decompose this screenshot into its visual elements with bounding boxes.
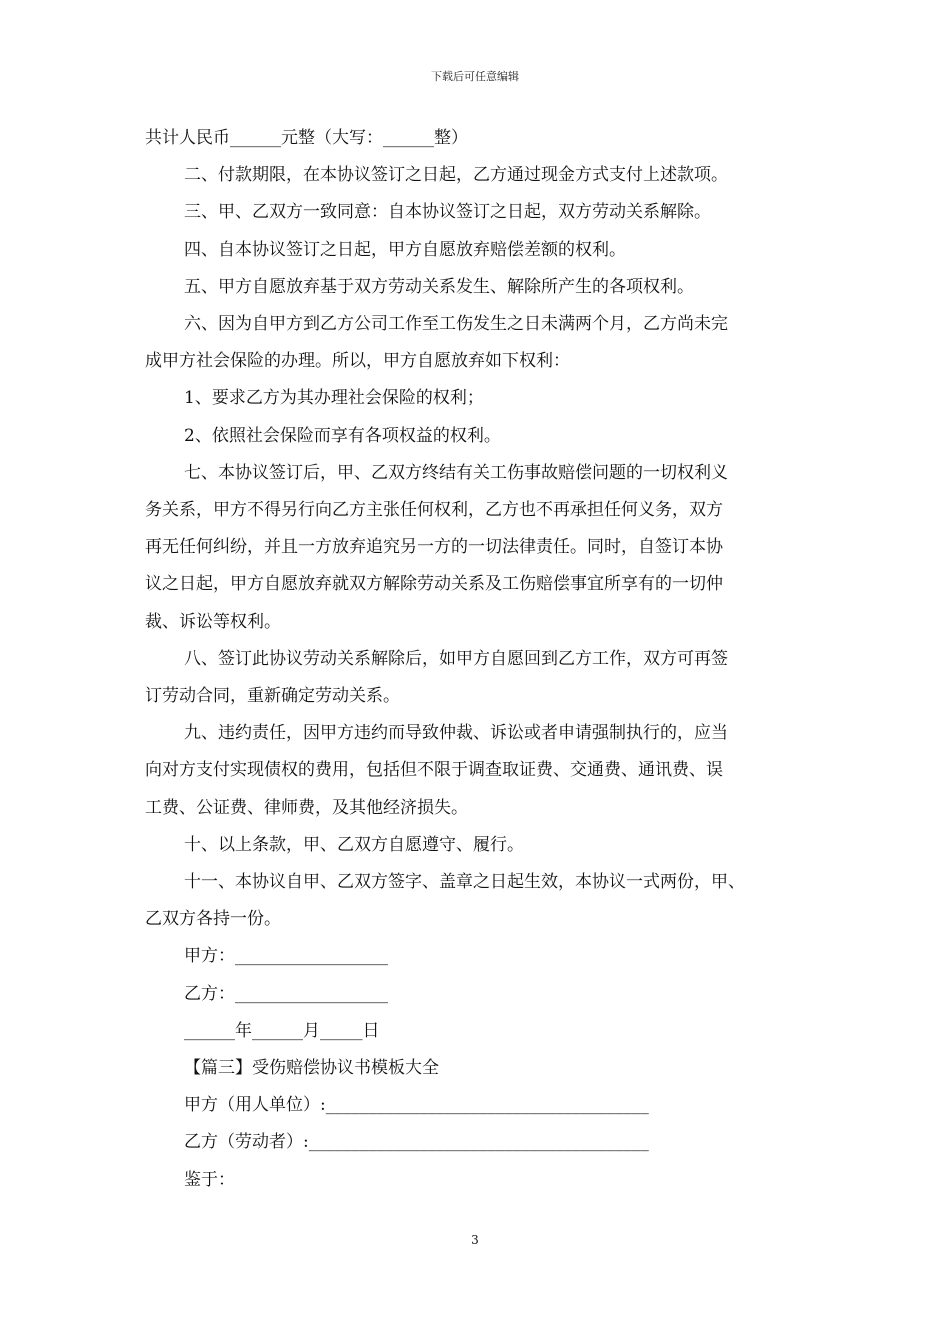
clause-6-line-1: 六、因为自甲方到乙方公司工作至工伤发生之日未满两个月，乙方尚未完 [184,314,728,335]
clause-4: 四、自本协议签订之日起，甲方自愿放弃赔偿差额的权利。 [184,239,626,260]
clause-7-line-4: 议之日起，甲方自愿放弃就双方解除劳动关系及工伤赔偿事宜所享有的一切仲 [145,574,723,595]
page-number: 3 [471,1233,479,1247]
employee-field: 乙方（劳动者）:________________________________________ [184,1132,649,1153]
clause-7-line-1: 七、本协议签订后，甲、乙双方终结有关工伤事故赔偿问题的一切权利义 [184,462,728,483]
clause-8-line-2: 订劳动合同，重新确定劳动关系。 [145,686,400,707]
clause-9-line-3: 工费、公证费、律师费，及其他经济损失。 [145,797,468,818]
clause-7-line-3: 再无任何纠纷，并且一方放弃追究另一方的一切法律责任。同时，自签订本协 [145,537,723,558]
clause-11-line-1: 十一、本协议自甲、乙双方签字、盖章之日起生效，本协议一式两份，甲、 [184,872,745,893]
clause-9-line-2: 向对方支付实现债权的费用，包括但不限于调查取证费、交通费、通讯费、误 [145,760,723,781]
section-title: 【篇三】受伤赔偿协议书模板大全 [184,1058,439,1079]
clause-9-line-1: 九、违约责任，因甲方违约而导致仲裁、诉讼或者申请强制执行的，应当 [184,723,728,744]
clause-6-item-1: 1、要求乙方为其办理社会保险的权利； [184,388,484,409]
clause-10: 十、以上条款，甲、乙双方自愿遵守、履行。 [184,834,524,855]
clause-5: 五、甲方自愿放弃基于双方劳动关系发生、解除所产生的各项权利。 [184,276,694,297]
total-amount-line: 共计人民币______元整（大写：______整） [145,128,468,148]
party-a-signature: 甲方：__________________ [184,946,388,967]
clause-2: 二、付款期限，在本协议签订之日起，乙方通过现金方式支付上述款项。 [184,165,728,186]
signing-date: ______年______月_____日 [184,1020,380,1041]
employer-field: 甲方（用人单位）:______________________________________ [184,1095,649,1116]
party-b-signature: 乙方：__________________ [184,983,388,1004]
clause-6-line-2: 成甲方社会保险的办理。所以，甲方自愿放弃如下权利： [145,351,570,372]
clause-3: 三、甲、乙双方一致同意：自本协议签订之日起，双方劳动关系解除。 [184,202,711,223]
clause-6-item-2: 2、依照社会保险而享有各项权益的权利。 [184,425,501,446]
document-body [145,120,815,1199]
whereas-line: 鉴于： [184,1169,235,1190]
clause-8-line-1: 八、签订此协议劳动关系解除后，如甲方自愿回到乙方工作，双方可再签 [184,648,728,669]
page-header: 下载后可任意编辑 [431,70,519,83]
clause-7-line-5: 裁、诉讼等权利。 [145,611,281,632]
clause-11-line-2: 乙双方各持一份。 [145,909,281,930]
clause-7-line-2: 务关系，甲方不得另行向乙方主张任何权利，乙方也不再承担任何义务，双方 [145,500,723,521]
